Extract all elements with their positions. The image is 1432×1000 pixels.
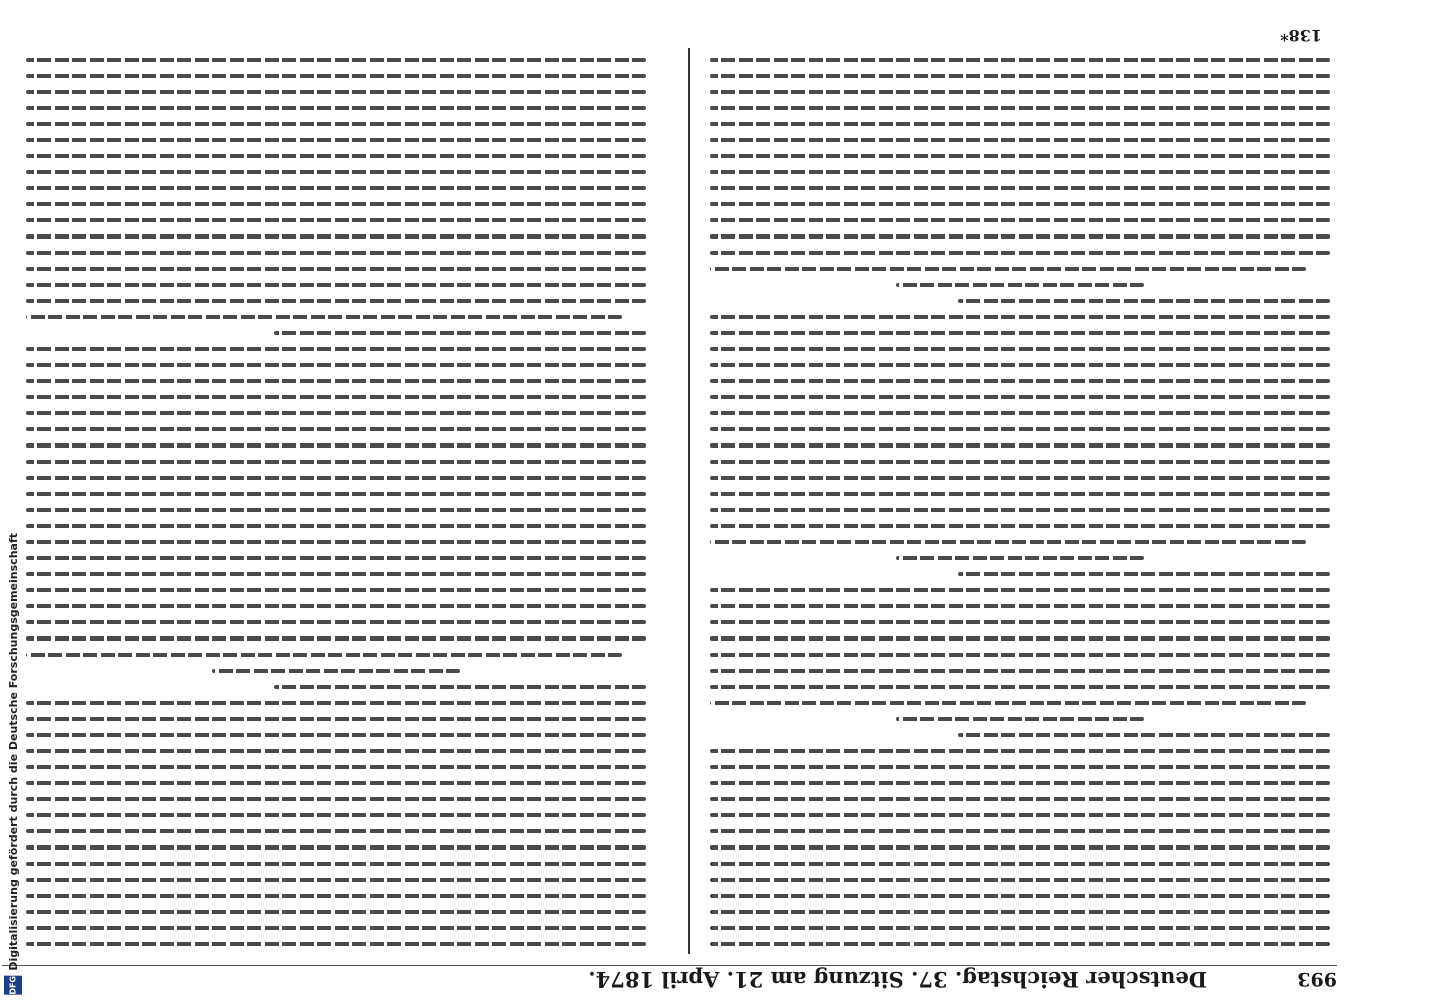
column-divider <box>688 48 690 954</box>
running-title: Deutscher Reichstag. 37. Sitzung am 21. April 1874. <box>588 967 1207 992</box>
sheet-number: 138* <box>1280 26 1322 45</box>
text-column-right <box>26 52 646 952</box>
digitization-credit <box>2 532 24 995</box>
dfg-logo-icon: DFG <box>4 976 22 995</box>
credit-text: Digitalisierung gefördert durch die Deutsche Forschungsgemeinschaft <box>6 532 20 971</box>
text-column-left <box>710 52 1330 952</box>
page-header <box>2 965 1337 992</box>
page-number: 993 <box>1297 968 1337 990</box>
